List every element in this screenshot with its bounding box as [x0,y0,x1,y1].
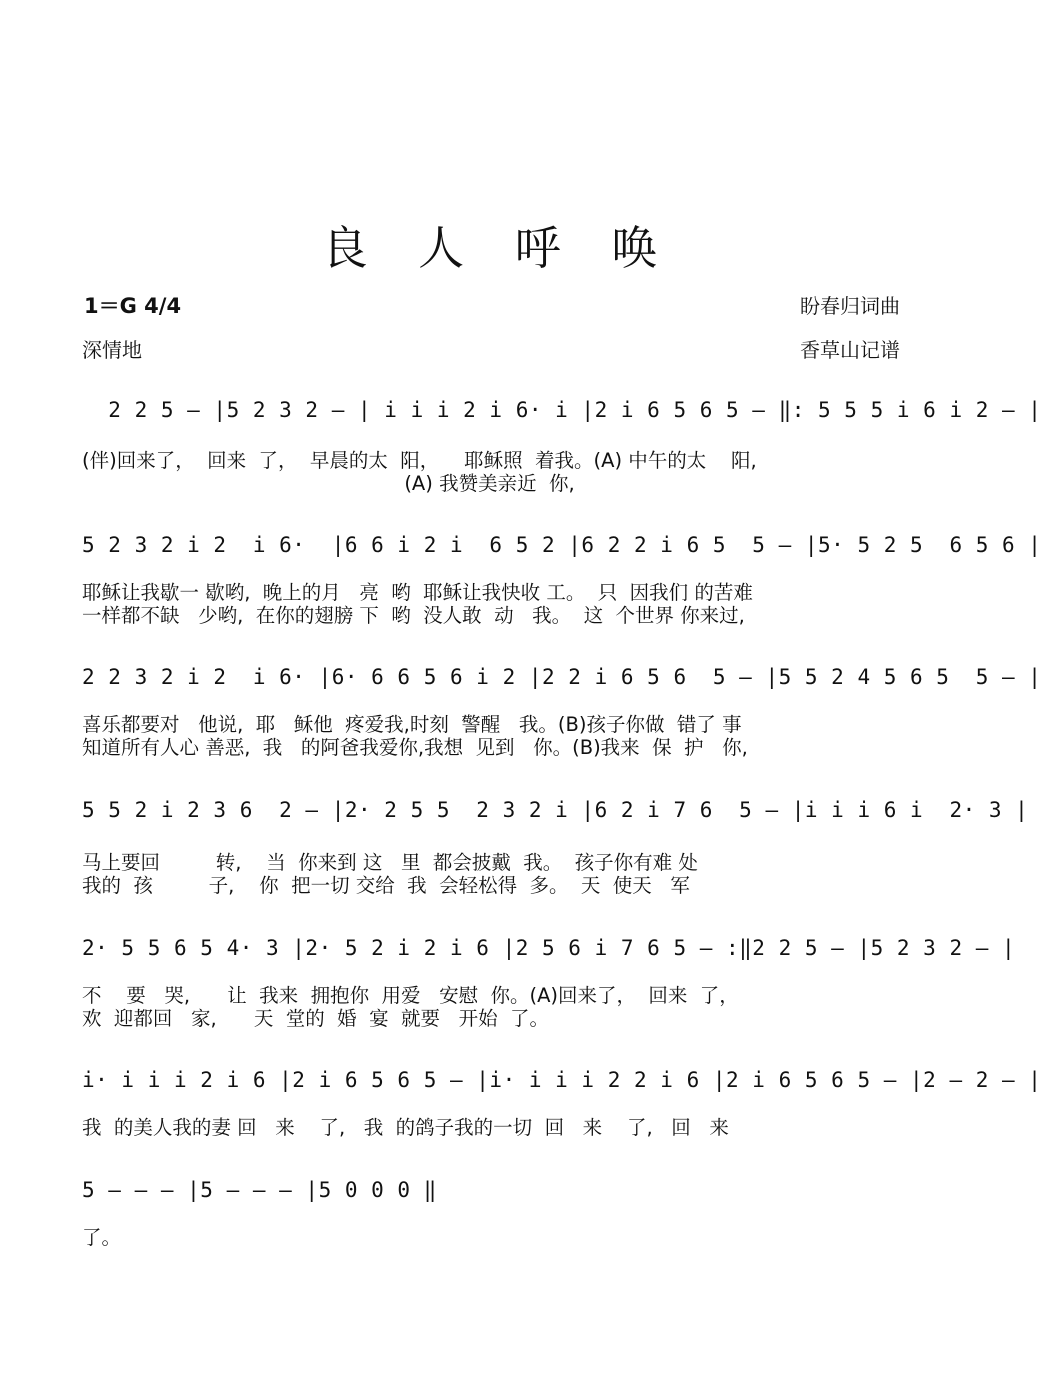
notation-line-3: 2 2 3 2 i 2 i 6· |6· 6 6 5 6 i 2 |2 2 i 6 5 6 5 — |5 5 2 4 5 6 5 5 — | [82,665,1041,689]
expression-marking: 深情地 [82,338,142,362]
notation-line-1: 2 2 5 — |5 2 3 2 — | i i i 2 i 6· i |2 i 6 5 6 5 — ‖: 5 5 5 i 6 i 2 — | [82,398,1041,422]
song-title: 良 人 呼 唤 [321,221,676,275]
author-credit: 盼春归词曲 [800,294,900,318]
notation-line-7: 5 — — — |5 — — — |5 0 0 0 ‖ [82,1178,437,1202]
lyric-line-5a: 不 要 哭, 让 我来 拥抱你 用爱 安慰 你。(A)回来了， 回来 了， [82,984,739,1007]
lyric-line-4a: 马上要回 转, 当 你来到 这 里 都会披戴 我。 孩子你有难 处 [82,851,698,874]
lyric-line-6a: 我 的美人我的妻 回 来 了, 我 的鸽子我的一切 回 来 了, 回 来 [82,1116,729,1139]
notation-line-6: i· i i i 2 i 6 |2 i 6 5 6 5 — |i· i i i 2 2 i 6 |2 i 6 5 6 5 — |2 — 2 — | [82,1068,1041,1092]
notation-line-2: 5 2 3 2 i 2 i 6· |6 6 i 2 i 6 5 2 |6 2 2 i 6 5 5 — |5· 5 2 5 6 5 6 | [82,533,1041,557]
transcriber-credit: 香草山记谱 [800,338,900,362]
lyric-line-7a: 了。 [82,1226,122,1249]
lyric-line-2a: 耶稣让我歇一 歇哟, 晚上的月 亮 哟 耶稣让我快收 工。 只 因我们 的苦难 [82,581,753,604]
lyric-line-5b: 欢 迎都回 家, 天 堂的 婚 宴 就要 开始 了。 [82,1007,549,1030]
lyric-line-3b: 知道所有人心 善恶, 我 的阿爸我爱你,我想 见到 你。(B)我来 保 护 你, [82,736,748,759]
lyric-line-2b: 一样都不缺 少哟, 在你的翅膀 下 哟 没人敢 动 我。 这 个世界 你来过, [82,604,745,627]
lyric-line-1b: (A) 我赞美亲近 你, [82,472,575,495]
lyric-line-4b: 我的 孩 子, 你 把一切 交给 我 会轻松得 多。 天 使天 军 [82,874,690,897]
key-signature: 1＝G 4/4 [84,294,182,318]
notation-line-5: 2· 5 5 6 5 4· 3 |2· 5 2 i 2 i 6 |2 5 6 i 7 6 5 — :‖2 2 5 — |5 2 3 2 — | [82,936,1016,960]
lyric-line-3a: 喜乐都要对 他说, 耶 稣他 疼爱我,时刻 警醒 我。(B)孩子你做 错了 事 [82,713,742,736]
lyric-line-1a: (伴)回来了， 回来 了， 早晨的太 阳， 耶稣照 着我。(A) 中午的太 阳, [82,449,757,472]
notation-line-4: 5 5 2 i 2 3 6 2 — |2· 2 5 5 2 3 2 i |6 2 i 7 6 5 — |i i i 6 i 2· 3 | [82,798,1029,822]
